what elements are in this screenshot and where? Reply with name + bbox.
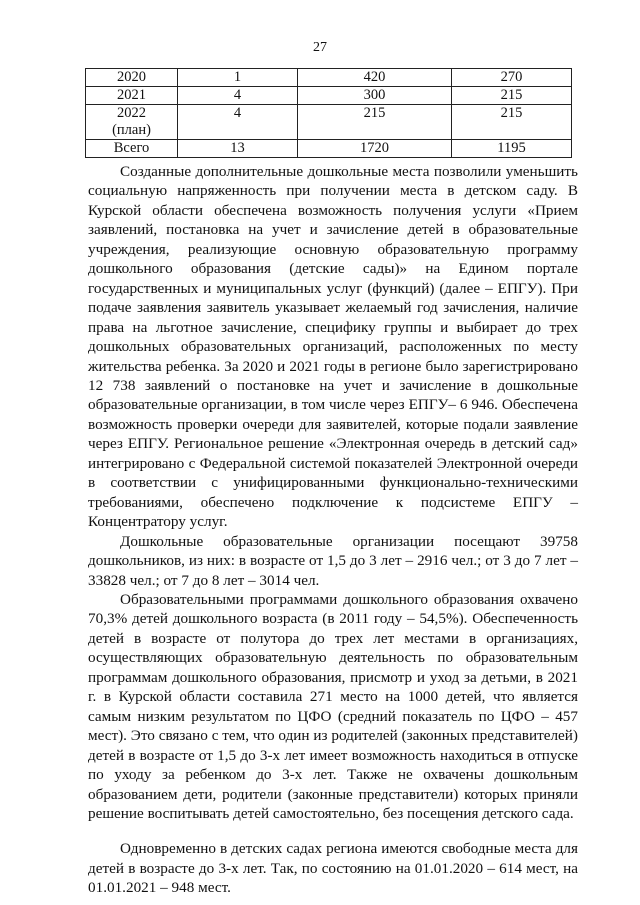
body-text <box>88 162 578 898</box>
table-cell: 13 <box>178 140 298 158</box>
year-label: 2021 <box>117 87 146 103</box>
table-cell: 215 <box>452 87 572 105</box>
total-label: Всего <box>113 140 150 156</box>
table-cell: 1720 <box>298 140 452 158</box>
table-cell-year <box>86 140 178 158</box>
table-cell-year <box>86 69 178 87</box>
year-label: 2020 <box>117 69 146 85</box>
table-cell: 1 <box>178 69 298 87</box>
table-cell: 270 <box>452 69 572 87</box>
table-row <box>86 69 572 87</box>
paragraph: Образовательными программами дошкольного образования охвачено 70,3% детей дошкольного возраста (в 2011 году – 54,5%). Обеспеченность детей в возрасте от полутора до трех лет местами в организациях, осуществляющих образовательную деятельность по образовательным программам дошкольного образования, присмотр и уход за детьми, в 2021 г. в Курской области составила 271 место на 1000 детей, что является самым низким результатом по ЦФО (средний показатель по ЦФО – 457 мест). Это связано с тем, что один из родителей (законных представителей) детей в возрасте от 1,5 до 3-х лет имеет возможность находиться в отпуске по уходу за ребенком до 3-х лет. Также не охвачены дошкольным образованием дети, родители (законные представители) которых приняли решение воспитывать детей самостоятельно, без посещения детского сада. <box>88 590 578 822</box>
year-label: 2022 <box>117 105 146 121</box>
table-cell: 215 <box>452 105 572 140</box>
table-cell: 420 <box>298 69 452 87</box>
table-cell-year <box>86 87 178 105</box>
paragraph: Одновременно в детских садах региона имеются свободные места для детей в возрасте до 3-х лет. Так, по состоянию на 01.01.2020 – 614 мест, на 01.01.2021 – 948 мест. <box>88 840 578 897</box>
year-note: (план) <box>112 122 151 138</box>
statistics-table <box>85 68 572 158</box>
table-row-total <box>86 140 572 158</box>
table-cell: 4 <box>178 105 298 140</box>
table-cell: 1195 <box>452 140 572 158</box>
page-number: 27 <box>313 40 327 55</box>
paragraph: Дошкольные образовательные организации посещают 39758 дошкольников, из них: в возрасте от 1,5 до 3 лет – 2916 чел.; от 3 до 7 лет – 33828 чел.; от 7 до 8 лет – 3014 чел. <box>88 532 578 589</box>
table-cell-year <box>86 105 178 140</box>
paragraph: Созданные дополнительные дошкольные места позволили уменьшить социальную напряженность при получении места в детском саду. В Курской области обеспечена возможность получения услуги «Прием заявлений, постановка на учет и зачисление детей в образовательные учреждения, реализующие основную образовательную программу дошкольного образования (детские сады)» на Едином портале государственных и муниципальных услуг (функций) (далее – ЕПГУ). При подаче заявления заявитель указывает желаемый год зачисления, наличие права на льготное зачисление, специфику группы и выбирает до трех дошкольных образовательных организаций, расположенных по месту жительства ребенка. За 2020 и 2021 годы в регионе было зарегистрировано 12 738 заявлений о постановке на учет и зачисление в дошкольные образовательные организации, в том числе через ЕПГУ– 6 946. Обеспечена возможность проверки очереди для заявителей, которые подали заявление через ЕПГУ. Региональное решение «Электронная очередь в детский сад» интегрировано с Федеральной системой показателей Электронной очереди в соответствии с унифицированными функционально-техническими требованиями, обеспечено подключение к подсистеме ЕПГУ – Концентратору услуг. <box>88 163 578 531</box>
table-cell: 4 <box>178 87 298 105</box>
table-row <box>86 87 572 105</box>
table-cell: 300 <box>298 87 452 105</box>
table-row <box>86 105 572 140</box>
table-cell: 215 <box>298 105 452 140</box>
